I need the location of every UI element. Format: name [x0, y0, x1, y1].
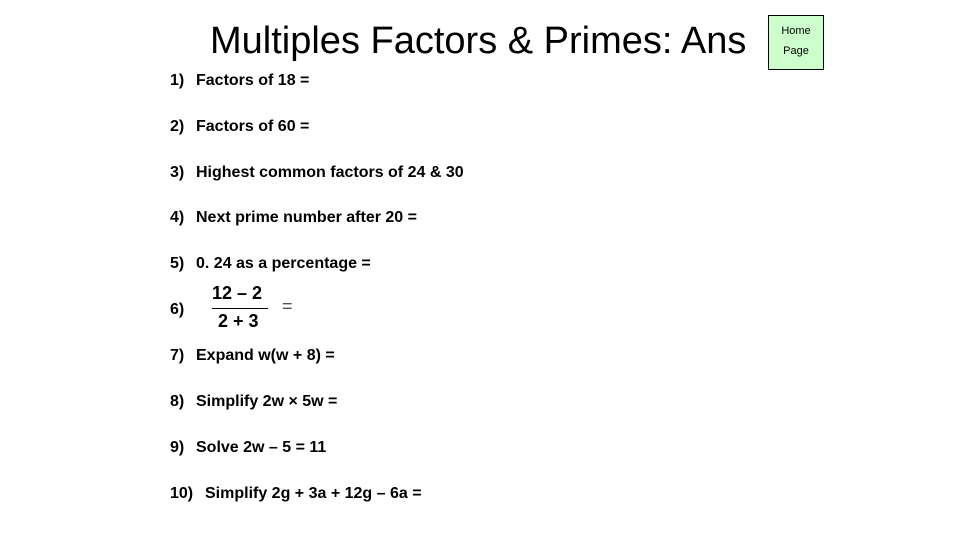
- question-8: [170, 392, 337, 412]
- question-number: 9): [170, 439, 185, 456]
- question-number: 6): [170, 301, 185, 318]
- page-title: Multiples Factors & Primes: Ans: [210, 20, 747, 62]
- question-number: 3): [170, 164, 185, 181]
- question-number: 10): [170, 485, 194, 502]
- question-2: [170, 117, 309, 137]
- question-5: [170, 254, 371, 274]
- question-10: [170, 484, 422, 504]
- fraction-bar: [212, 308, 268, 309]
- fraction-denominator: 2 + 3: [218, 311, 259, 331]
- fraction-numerator: 12 – 2: [212, 283, 263, 303]
- question-7: [170, 346, 335, 366]
- question-text: Expand w(w + 8) =: [196, 347, 335, 364]
- question-text: Highest common factors of 24 & 30: [196, 164, 464, 181]
- question-number: 4): [170, 209, 185, 226]
- fraction-equals-sign: =: [282, 296, 293, 316]
- question-text: Factors of 18 =: [196, 72, 310, 89]
- question-text: Simplify 2g + 3a + 12g – 6a =: [205, 485, 422, 502]
- question-number: 1): [170, 72, 185, 89]
- question-text: Simplify 2w × 5w =: [196, 393, 338, 410]
- question-text: Next prime number after 20 =: [196, 209, 417, 226]
- question-6: [170, 300, 196, 320]
- question-text: Factors of 60 =: [196, 118, 310, 135]
- question-4: [170, 208, 417, 228]
- question-9: [170, 438, 326, 458]
- question-number: 8): [170, 393, 185, 410]
- home-button-label-line2: Page: [783, 45, 809, 57]
- question-1: [170, 71, 309, 91]
- question-number: 7): [170, 347, 185, 364]
- question-number: 2): [170, 118, 185, 135]
- question-text: Solve 2w – 5 = 11: [196, 439, 327, 456]
- home-page-button[interactable]: [768, 15, 824, 70]
- question-3: [170, 163, 464, 183]
- question-text: 0. 24 as a percentage =: [196, 255, 371, 272]
- question-number: 5): [170, 255, 185, 272]
- home-button-label-line1: Home: [781, 25, 811, 37]
